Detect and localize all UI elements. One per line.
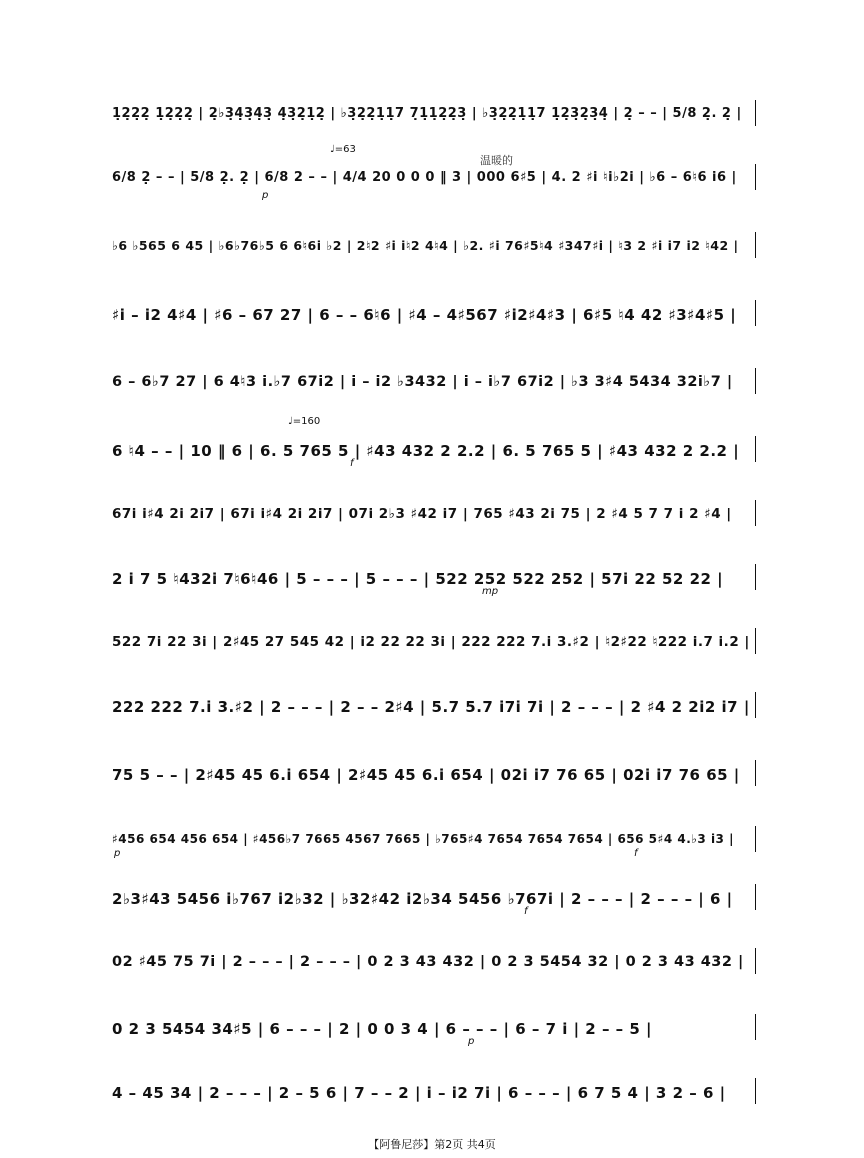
dynamic-p: p [262,190,269,201]
barline [755,760,756,786]
barline [755,948,756,974]
barline [755,564,756,590]
notation-line-9: 522 7i 22 3i | 2♯45 27 545 42 | i2 22 22 3i | 222 222 7.i 3.♯2 | ♮2♯22 ♮222 i.7 i.2 | [112,634,750,650]
staff-line-16 [112,1074,752,1120]
barline [755,826,756,852]
staff-line-13 [112,880,752,926]
staff-line-6 [112,416,752,478]
tempo-mark-63: ♩=63 [330,144,356,155]
staff-line-8 [112,560,752,606]
staff-line-9 [112,624,752,670]
staff-line-10 [112,688,752,734]
barline [755,100,756,126]
dynamic-f: f [524,906,528,917]
barline [755,692,756,718]
staff-line-4 [112,296,752,342]
notation-line-10: 222 222 7.i 3.♯2 | 2 – – – | 2 – – 2♯4 | 5.7 5.7 i7i 7i | 2 – – – | 2 ♯4 2 2i2 i7 | [112,698,750,716]
notation-line-5: 6 – 6♭7 27 | 6 4♮3 i.♭7 67i2 | i – i2 ♭3432 | i – i♭7 67i2 | ♭3 3♯4 5434 32i♭7 | [112,374,733,390]
staff-line-5 [112,364,752,410]
dynamic-p: p [114,848,121,859]
staff-line-3 [112,228,752,274]
barline [755,884,756,910]
staff-line-2 [112,144,752,206]
dynamic-mp: mp [482,586,499,597]
page-footer: 【阿鲁尼莎】第2页 共4页 [368,1138,496,1151]
notation-line-14: 02 ♯45 75 7i | 2 – – – | 2 – – – | 0 2 3 43 432 | 0 2 3 5454 32 | 0 2 3 43 432 | [112,954,744,970]
barline [755,368,756,394]
notation-line-12: ♯456 654 456 654 | ♯456♭7 7665 4567 7665 | ♭765♯4 7654 7654 7654 | 656 5♯4 4.♭3 i3 | [112,832,734,846]
staff-line-11 [112,756,752,802]
notation-line-1: 1̣2̣2̣2̣ 1̣2̣2̣2̣ | 2̣♭3̣4̣3̣4̣3̣ 4̣3̣2̣1̣2̣ | ♭3̣2̣2̣1̣1̣7 7̣1̣1̣2̣2̣3̣ | ♭3̣2̣2̣1̣1̣7 1̣2̣3̣2̣3̣4̣ | 2̣ – – | 5/8 2̣. 2̣ | [112,106,742,121]
barline [755,1014,756,1040]
notation-line-13: 2♭3♯43 5456 i♭767 i2♭32 | ♭32♯42 i2♭34 5456 ♭767i | 2 – – – | 2 – – – | 6 | [112,890,733,908]
notation-line-6: 6 ♮4 – – | 10 ‖ 6 | 6. 5 765 5 | ♯43 432 2 2.2 | 6. 5 765 5 | ♯43 432 2 2.2 | [112,442,740,460]
dynamic-f: f [350,458,354,469]
barline [755,1078,756,1104]
expression-text: 温暖的 [480,154,513,167]
staff-line-14 [112,944,752,990]
barline [755,232,756,258]
notation-line-16: 4 – 45 34 | 2 – – – | 2 – 5 6 | 7 – – 2 | i – i2 7i | 6 – – – | 6 7 5 4 | 3 2 – 6 | [112,1084,726,1102]
notation-line-11: 75 5 – – | 2♯45 45 6.i 654 | 2♯45 45 6.i 654 | 02i i7 76 65 | 02i i7 76 65 | [112,766,740,784]
barline [755,164,756,190]
dynamic-f: f [634,848,638,859]
tempo-mark-160: ♩=160 [288,416,321,427]
staff-line-1 [112,96,752,142]
staff-line-7 [112,496,752,542]
notation-line-4: ♯i – i2 4♯4 | ♯6 – 67 27 | 6 – – 6♮6 | ♯4 – 4♯567 ♯i2♯4♯3 | 6♯5 ♮4 42 ♯3♯4♯5 | [112,306,737,324]
notation-line-7: 67i i♯4 2i 2i7 | 67i i♯4 2i 2i7 | 07i 2♭3 ♯42 i7 | 765 ♯43 2i 75 | 2 ♯4 5 7 7 i 2 ♯4 | [112,506,732,522]
barline [755,300,756,326]
barline [755,500,756,526]
staff-line-15 [112,1010,752,1056]
notation-line-8: 2 i 7 5 ♮432i 7♮6♮46 | 5 – – – | 5 – – – | 522 252 522 252 | 57i 22 52 22 | [112,570,724,588]
notation-line-15: 0 2 3 5454 34♯5 | 6 – – – | 2 | 0 0 3 4 | 6 – – – | 6 – 7 i | 2 – – 5 | [112,1020,653,1038]
staff-line-12 [112,822,752,868]
barline [755,628,756,654]
notation-line-2: 6/8 2̣ – – | 5/8 2̣. 2̣ | 6/8 2 – – | 4/4 20 0 0 0 ‖ 3 | 000 6♯5 | 4. 2 ♯i ♮i♭2i | ♭6 – 6♮6 i6 | [112,170,737,185]
dynamic-p: p [468,1036,475,1047]
barline [755,436,756,462]
notation-line-3: ♭6 ♭565 6 45 | ♭6♭76♭5 6 6♮6i ♭2 | 2♮2 ♯i i♮2 4♮4 | ♭2. ♯i 76♯5♮4 ♯347♯i | ♮3 2 ♯i i7 i2 ♮42 | [112,238,739,253]
